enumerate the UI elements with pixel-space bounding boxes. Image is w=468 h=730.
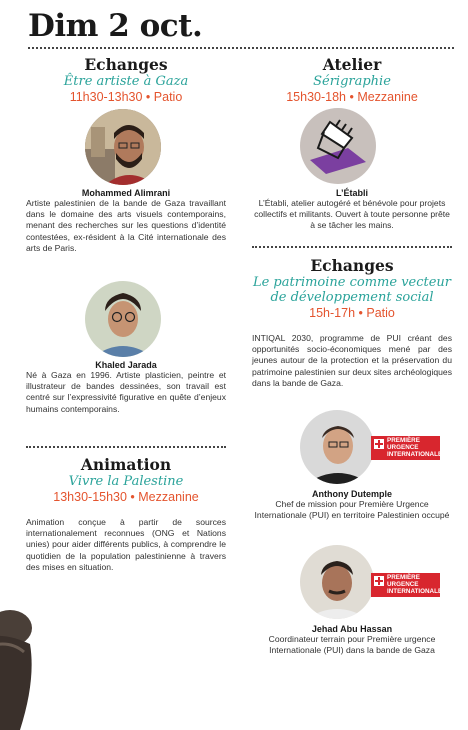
avatar-jehad-abu-hassan — [300, 545, 374, 619]
event-title: Vivre la Palestine — [68, 474, 184, 489]
event-time: 15h30-18h • Mezzanine — [286, 90, 418, 104]
speaker-role: Chef de mission pour Première Urgence Internationale (PUI) en territoire Palestinien occupé — [254, 499, 450, 521]
speaker-name: Anthony Dutemple — [312, 489, 392, 499]
event-description: INTIQAL 2030, programme de PUI créant des opportunités socio-économiques mené par des jeunes autour de la protection et la préservation du patrimoine palestinien sur deux sites archéologiques dans la bande de Gaza. — [252, 333, 452, 388]
event-animation — [26, 456, 226, 573]
avatar-mohammed-alimrani — [85, 109, 161, 185]
speaker-name: Khaled Jarada — [95, 360, 157, 370]
speaker-name: Mohammed Alimrani — [81, 188, 171, 198]
speaker-name: Jehad Abu Hassan — [311, 624, 393, 634]
speaker-khaled-jarada — [26, 358, 226, 415]
event-atelier — [252, 56, 452, 105]
event-type: Atelier — [322, 55, 382, 74]
pui-logo-text: PREMIÈRE URGENCE INTERNATIONALE — [387, 437, 443, 458]
page-title: Dim 2 oct. — [28, 8, 203, 44]
speaker-bio: Né à Gaza en 1996. Artiste plasticien, peintre et illustrateur de bandes dessinées, son travail est centré sur l’expressivité figurative en quête d’enjeux humains contemporains. — [26, 370, 226, 414]
event-time: 15h-17h • Patio — [309, 306, 395, 320]
speaker-jehad-abu-hassan — [252, 622, 452, 656]
event-description: L’Établi, atelier autogéré et bénévole pour projets collectifs et militants. Ouvert à toute personne prête à se tâcher les mains. — [254, 198, 450, 231]
screenprint-icon — [300, 108, 376, 184]
org-letabli — [252, 186, 452, 232]
section-divider — [26, 446, 226, 448]
event-description: Animation conçue à partir de sources internationalement reconnues (ONG et Nations unies) pour aider différents publics, à comprendre le quotidien de la population palestinienne à travers des mises en situation. — [26, 517, 226, 572]
pui-logo — [371, 573, 443, 597]
avatar-khaled-jarada — [85, 281, 161, 357]
event-type: Echanges — [84, 55, 168, 74]
speaker-anthony-dutemple — [252, 487, 452, 521]
speaker-bio: Artiste palestinien de la bande de Gaza travaillant dans le domaine des arts visuels contemporains, menant des recherches sur les questions d’identité contestées, ex-résident à la Cité internationale des arts de Paris. — [26, 198, 226, 253]
event-title: Le patrimoine comme vecteur de développement social — [252, 275, 452, 305]
event-echanges-artiste — [26, 56, 226, 105]
event-echanges-patrimoine — [252, 257, 452, 389]
event-title: Être artiste à Gaza — [63, 74, 189, 89]
avatar-anthony-dutemple — [300, 410, 374, 484]
speaker-mohammed-alimrani — [26, 186, 226, 254]
statue-decoration — [0, 600, 60, 730]
pui-logo-text: PREMIÈRE URGENCE INTERNATIONALE — [387, 574, 443, 595]
header-divider — [28, 47, 454, 49]
event-title: Sérigraphie — [313, 74, 391, 89]
event-type: Animation — [80, 455, 172, 474]
event-time: 11h30-13h30 • Patio — [69, 90, 183, 104]
pui-logo — [371, 436, 443, 460]
section-divider — [252, 246, 452, 248]
org-name: L’Établi — [335, 188, 368, 198]
speaker-role: Coordinateur terrain pour Première urgence Internationale (PUI) dans la bande de Gaza — [268, 634, 436, 656]
event-type: Echanges — [310, 256, 394, 275]
event-time: 13h30-15h30 • Mezzanine — [53, 490, 199, 504]
